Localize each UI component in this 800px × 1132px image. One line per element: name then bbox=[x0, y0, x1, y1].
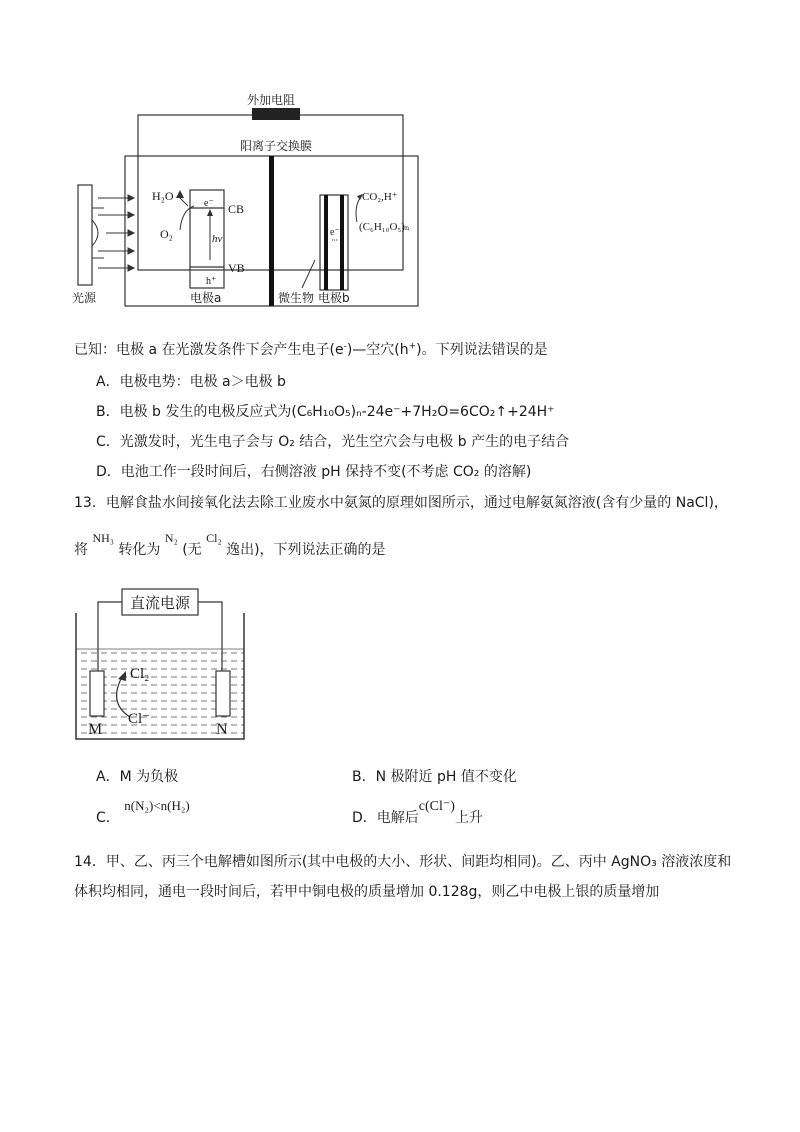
resistor-label: 外加电阻 bbox=[247, 93, 296, 107]
q13-stem-line1: 13．电解食盐水间接氧化法去除工业废水中氨氮的原理如图所示，通过电解氨氮溶液(含有少量的 NaCl)， bbox=[74, 495, 728, 511]
electrode-m bbox=[90, 671, 104, 716]
power-label: 直流电源 bbox=[130, 594, 191, 612]
svg-text:O₂: O₂ bbox=[160, 227, 173, 241]
label-m: M bbox=[88, 721, 103, 738]
q14-stem-line1: 14．甲、乙、丙三个电解槽如图所示(其中电极的大小、形状、间距均相同)。乙、丙中 AgNO₃ 溶液浓度和 bbox=[74, 854, 732, 870]
electrolysis-cell-diagram bbox=[70, 585, 250, 745]
q13-option-b: B．N 极附近 pH 值不变化 bbox=[352, 769, 517, 785]
svg-text:(C₆H₁₀O₅)ₙ: (C₆H₁₀O₅)ₙ bbox=[359, 221, 410, 233]
label-n: N bbox=[216, 721, 228, 738]
electrode-n bbox=[216, 671, 230, 716]
q12-option-d: D．电池工作一段时间后，右侧溶液 pH 保持不变(不考虑 CO₂ 的溶解) bbox=[96, 464, 532, 480]
q12-known: 已知：电极 a 在光激发条件下会产生电子(e-)—空穴(h+)。下列说法错误的是 bbox=[74, 341, 548, 358]
membrane-label: 阳离子交换膜 bbox=[240, 139, 313, 153]
svg-text:h⁺: h⁺ bbox=[206, 276, 217, 287]
svg-text:Cl₂: Cl₂ bbox=[130, 666, 150, 682]
svg-text:H₂O: H₂O bbox=[152, 189, 174, 203]
light-source bbox=[78, 185, 92, 285]
resistor bbox=[252, 108, 300, 120]
q13-option-a: A．M 为负极 bbox=[96, 769, 179, 785]
q12-option-a: A．电极电势：电极 a＞电极 b bbox=[96, 374, 286, 390]
vb-label: VB bbox=[228, 261, 245, 275]
svg-text:e⁻: e⁻ bbox=[330, 227, 340, 238]
photo-fuel-cell-diagram bbox=[70, 90, 430, 315]
electrode-b-label: 电极b bbox=[318, 291, 350, 305]
q13-stem-line2: 将 NH₃ 转化为 N₂ (无 Cl₂ 逸出)，下列说法正确的是 bbox=[74, 531, 386, 558]
q13-option-d: D．电解后c(Cl⁻)上升 bbox=[352, 799, 483, 826]
membrane bbox=[269, 156, 274, 306]
light-label: 光源 bbox=[72, 291, 97, 305]
q13-option-c: C． n(N₂)<n(H₂) bbox=[96, 798, 190, 826]
microbe-label: 微生物 bbox=[278, 291, 315, 305]
svg-text:e⁻: e⁻ bbox=[204, 198, 214, 209]
electrode-a-label: 电极a bbox=[190, 291, 222, 305]
q12-option-c: C．光激发时，光生电子会与 O₂ 结合，光生空穴会与电极 b 产生的电子结合 bbox=[96, 434, 570, 450]
svg-text:CO₂,H⁺: CO₂,H⁺ bbox=[362, 191, 398, 203]
q14-stem-line2: 体积均相同，通电一段时间后，若甲中铜电极的质量增加 0.128g，则乙中电极上银的质量增加 bbox=[74, 884, 660, 900]
q12-option-b: B．电极 b 发生的电极反应式为(C₆H₁₀O₅)ₙ-24e⁻+7H₂O=6CO₂↑+24H⁺ bbox=[96, 404, 555, 420]
svg-text:hv: hv bbox=[212, 233, 223, 245]
cb-label: CB bbox=[228, 202, 245, 216]
svg-text:Cl⁻: Cl⁻ bbox=[128, 711, 151, 727]
